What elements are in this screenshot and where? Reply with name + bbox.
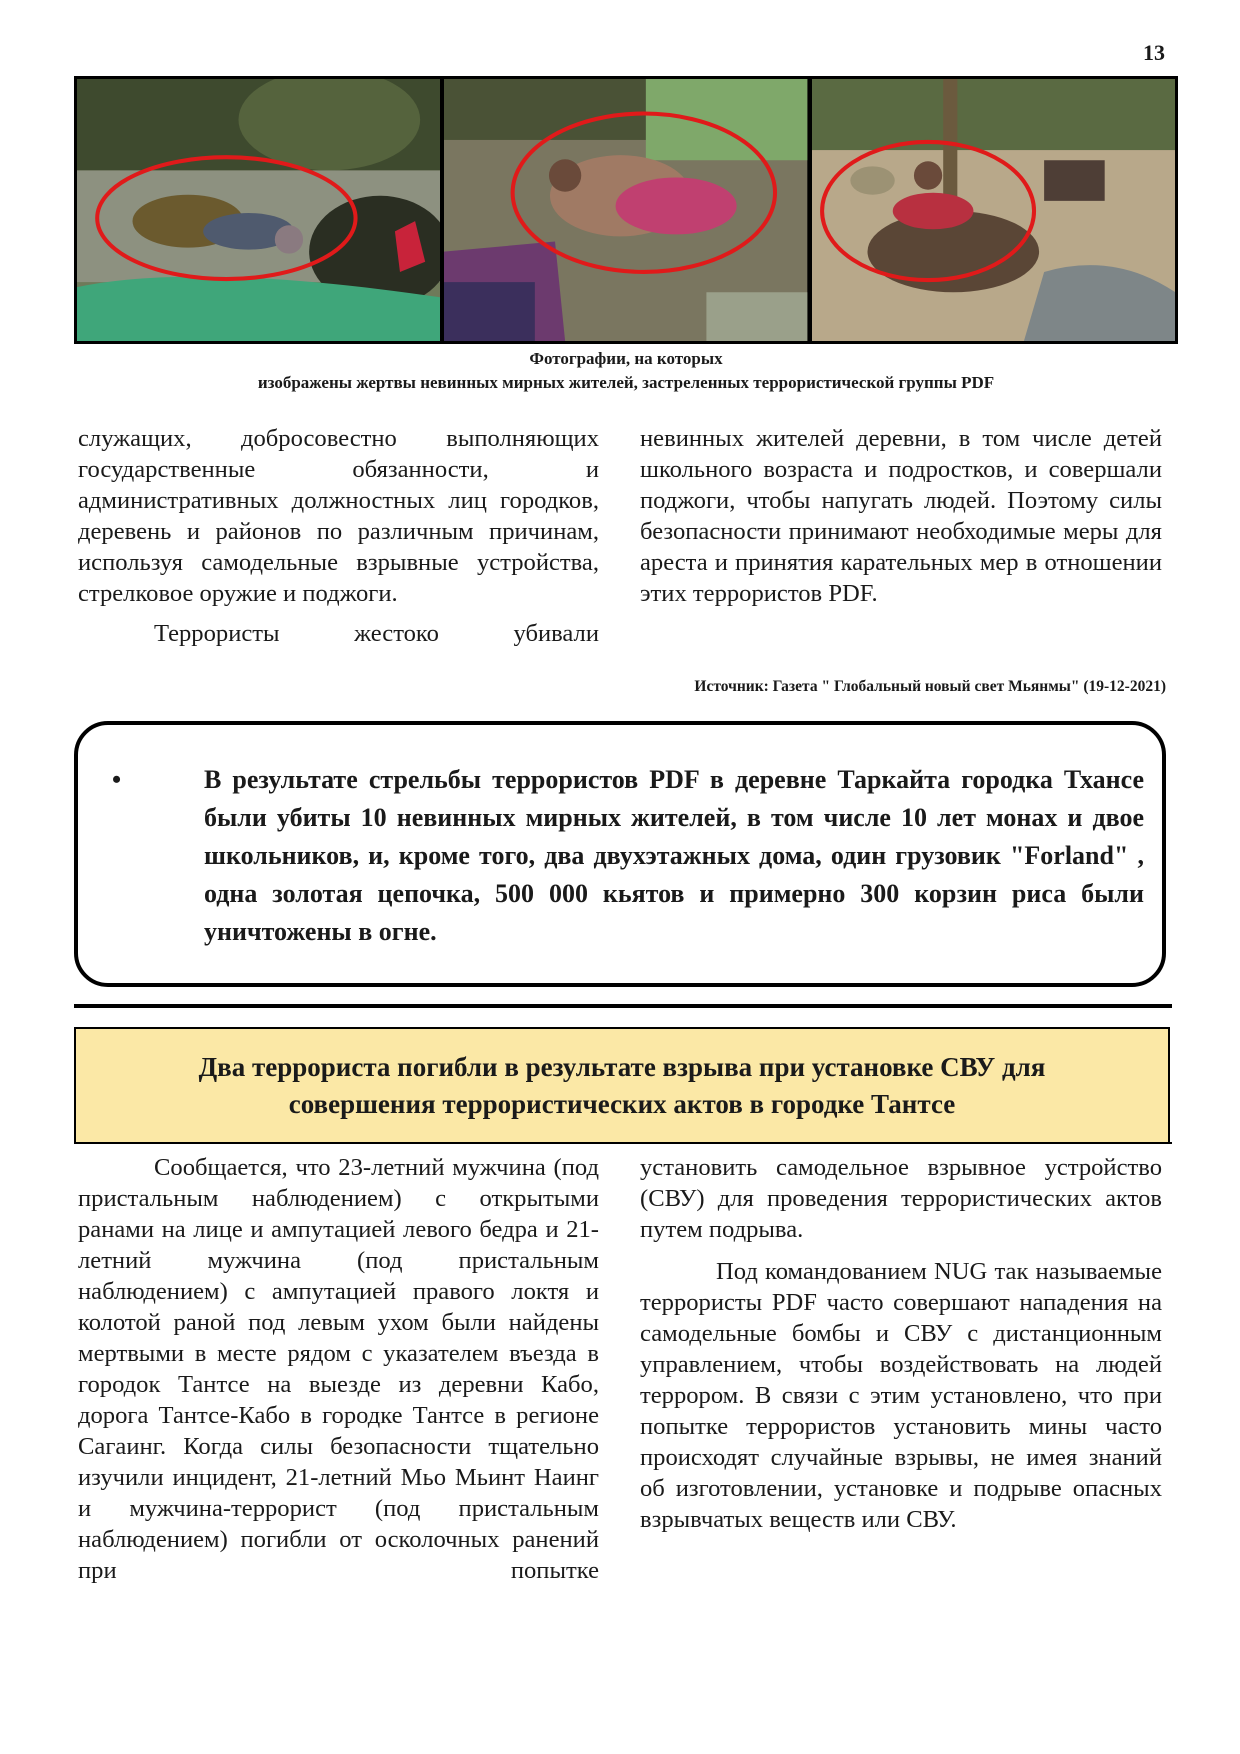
headline-underline — [74, 1142, 1172, 1144]
article2-right-para-2: Под командованием NUG так называемые террористы PDF часто совершают нападения на самодельные бомбы и СВУ с дистанционным управлением, чтобы воздействовать на людей террором. В связи с этим установлено, что при попытке террористов установить мины часто происходят случайные взрывы, не имея знаний об изготовлении, установке и подрыве опасных взрывчатых веществ или СВУ. — [640, 1258, 1162, 1533]
highlight-item — [94, 761, 1148, 951]
article1-left-column — [78, 423, 599, 649]
article2-headline — [74, 1027, 1170, 1144]
photo-caption — [74, 347, 1178, 395]
article1-left-para-1: служащих, добросовестно выполняющих государственные обязанности, и административных должностных лиц городков, деревень и районов по различным причинам, используя самодельные взрывные устройства, стрелковое оружие и поджоги. — [78, 425, 599, 607]
article1-left-para-2: Террористы жестоко убивали — [154, 620, 599, 647]
article2-left-column — [78, 1152, 599, 1586]
article2-right-column — [640, 1152, 1162, 1535]
highlight-text: В результате стрельбы террористов PDF в деревне Таркайта городка Тхансе были убиты 10 невинных мирных жителей, в том числе 10 лет монах и двое школьников, и, кроме того, два двухэтажных дома, один грузовик "Forland" , одна золотая цепочка, 500 000 кьятов и примерно 300 корзин риса были уничтожены в огне. — [204, 765, 1144, 946]
highlight-list — [94, 761, 1148, 951]
victim-photo-2 — [444, 79, 811, 341]
caption-line-1: Фотографии, на которых — [529, 349, 723, 368]
bullet-icon: • — [112, 765, 122, 794]
victim-photo-1 — [77, 79, 444, 341]
article2-right-para-1: установить самодельное взрывное устройство (СВУ) для проведения террористических актов путем подрыва. — [640, 1154, 1162, 1243]
headline-line-1: Два террориста погибли в результате взрыва при установке СВУ для — [198, 1051, 1046, 1082]
article2-left-para-1: Сообщается, что 23-летний мужчина (под пристальным наблюдением) с открытыми ранами на лице и ампутацией левого бедра и 21-летний мужчина (под пристальным наблюдением) с ампутацией правого локтя и колотой раной под левым ухом были найдены мертвыми в месте рядом с указателем въезда в городок Тантсе на выезде из деревни Кабо, дорога Тантсе-Кабо в городке Тантсе в регионе Сагаинг. Когда силы безопасности тщательно изучили инцидент, 21-летний Мьо Мьинт Наинг и мужчина-террорист (под пристальным наблюдением) погибли от осколочных ранений при попытке — [78, 1154, 599, 1584]
caption-line-2: изображены жертвы невинных мирных жителей, застреленных террористической группы PDF — [257, 373, 995, 392]
section-divider — [74, 1004, 1172, 1008]
article1-source: Источник: Газета " Глобальный новый свет Мьянмы" (19-12-2021) — [694, 678, 1166, 695]
highlight-box — [74, 721, 1166, 987]
article1-right-column — [640, 423, 1162, 609]
headline-line-2: совершения террористических актов в городке Тантсе — [288, 1088, 956, 1119]
article1-right-para-1: невинных жителей деревни, в том числе детей школьного возраста и подростков, и совершали поджоги, чтобы напугать людей. Поэтому силы безопасности принимают необходимые меры для ареста и принятия карательных мер в отношении этих террористов PDF. — [640, 425, 1162, 607]
victim-photo-3 — [812, 79, 1175, 341]
photo-strip — [74, 76, 1178, 344]
page-number: 13 — [1143, 40, 1165, 65]
